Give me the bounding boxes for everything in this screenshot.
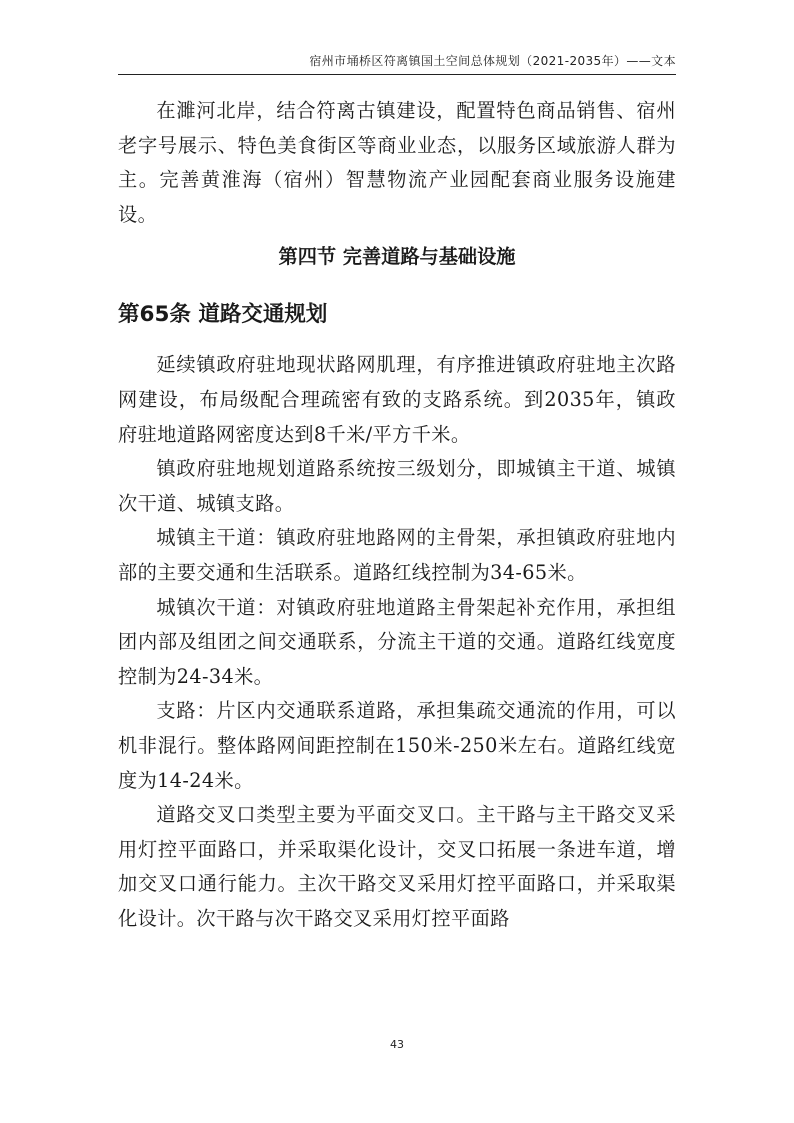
page-number: 43 xyxy=(390,1038,404,1051)
article-paragraph: 城镇次干道：对镇政府驻地道路主骨架起补充作用，承担组团内部及组团之间交通联系，分流主干道的交通。道路红线宽度控制为24-34米。 xyxy=(118,595,676,688)
document-body xyxy=(118,94,676,936)
article-paragraph: 镇政府驻地规划道路系统按三级划分，即城镇主干道、城镇次干道、城镇支路。 xyxy=(118,457,676,515)
article-paragraph: 支路：片区内交通联系道路，承担集疏交通流的作用，可以机非混行。整体路网间距控制在150米-250米左右。道路红线宽度为14-24米。 xyxy=(118,699,676,792)
article-paragraph: 延续镇政府驻地现状路网肌理，有序推进镇政府驻地主次路网建设，布局级配合理疏密有致的支路系统。到2035年，镇政府驻地道路网密度达到8千米/平方千米。 xyxy=(118,353,676,446)
article-paragraph: 城镇主干道：镇政府驻地路网的主骨架，承担镇政府驻地内部的主要交通和生活联系。道路红线控制为34-65米。 xyxy=(118,526,676,584)
article-title: 第65条 道路交通规划 xyxy=(118,302,328,328)
section-title: 第四节 完善道路与基础设施 xyxy=(278,245,516,269)
intro-paragraph: 在濉河北岸，结合符离古镇建设，配置特色商品销售、宿州老字号展示、特色美食街区等商业业态，以服务区域旅游人群为主。完善黄淮海（宿州）智慧物流产业园配套商业服务设施建设。 xyxy=(118,99,676,226)
page-header xyxy=(118,48,676,75)
article-paragraph: 道路交叉口类型主要为平面交叉口。主干路与主干路交叉采用灯控平面路口，并采取渠化设计，交叉口拓展一条进车道，增加交叉口通行能力。主次干路交叉采用灯控平面路口，并采取渠化设计。次干路与次干路交叉采用灯控平面路 xyxy=(118,803,676,930)
running-title: 宿州市埇桥区符离镇国土空间总体规划（2021-2035年）——文本 xyxy=(309,54,676,68)
